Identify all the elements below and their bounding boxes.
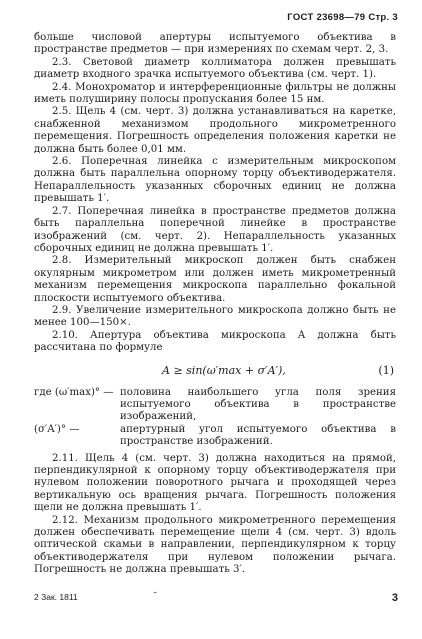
paragraph: 2.9. Увеличение измерительного микроскопа должно быть не менее 100—150×.	[34, 304, 396, 329]
footer-mark: ˘	[154, 590, 157, 600]
paragraph: 2.12. Механизм продольного микрометренного перемещения должен обеспечивать перемещение щели 4 (см. черт. 3) вдоль оптической скамьи в направлении, перпендикулярном к торцу объективодержателя при нулевом положении рычага. Погрешность не должна превышать 3′.	[34, 514, 396, 576]
paragraph: 2.5. Щель 4 (см. черт. 3) должна устанавливаться на каретке, снабженной механизмом продольного микрометренного перемещения. Погрешность определения положения каретки не должна быть более 0,01 мм.	[34, 106, 396, 155]
document-body	[34, 32, 396, 577]
paragraph: 2.3. Световой диаметр коллиматора должен превышать диаметр входного зрачка испытуемого объектива (см. черт. 1).	[34, 56, 396, 81]
print-order-note: 2 Зак. 1811	[34, 592, 78, 602]
definition-desc: апертурный угол испытуемого объектива в пространстве изображений.	[120, 423, 396, 448]
definitions	[34, 387, 396, 449]
paragraph: 2.4. Монохроматор и интерференционные фильтры не должны иметь полуширину полосы пропускания более 15 нм.	[34, 81, 396, 106]
formula-expression: A ≥ sin(ω′max + σ′A′),	[162, 363, 286, 377]
paragraph: 2.6. Поперечная линейка с измерительным микроскопом должна быть параллельна опорному торцу объективодержателя. Непараллельность указанных сборочных единиц не должна превышать 1′.	[34, 156, 396, 205]
definition-row	[34, 387, 396, 424]
page-number: 3	[391, 592, 398, 604]
definition-term: где (ω′max)° —	[34, 386, 114, 398]
formula-block	[34, 361, 396, 383]
definition-term: (σ′A′)° —	[34, 423, 80, 435]
paragraph: 2.11. Щель 4 (см. черт. 3) должна находиться на прямой, перпендикулярной к опорному торцу объективодержателя при нулевом положении поворотного рычага и проходящей через вертикальную ось вращения рычага. Погрешность положения щели не должна превышать 1′.	[34, 452, 396, 514]
page-header: ГОСТ 23698—79 Стр. 3	[287, 12, 398, 23]
formula-number: (1)	[378, 363, 394, 377]
paragraph: 2.7. Поперечная линейка в пространстве предметов должна быть параллельна поперечной линейке в пространстве изображений (см. черт. 2). Непараллельность указанных сборочных единиц не должна превышать 1′.	[34, 205, 396, 254]
paragraph: 2.8. Измерительный микроскоп должен быть снабжен окулярным микрометром или должен иметь микрометренный механизм перемещения микроскопа параллельно фокальной плоскости испытуемого объектива.	[34, 255, 396, 304]
paragraph: больше числовой апертуры испытуемого объектива в пространстве предметов — при измерениях по схемам черт. 2, 3.	[34, 32, 396, 56]
definition-row	[34, 424, 396, 449]
paragraph: 2.10. Апертура объектива микроскопа A должна быть рассчитана по формуле	[34, 329, 396, 354]
definition-desc: половина наибольшего угла поля зрения испытуемого объектива в пространстве изображений,	[120, 386, 396, 423]
